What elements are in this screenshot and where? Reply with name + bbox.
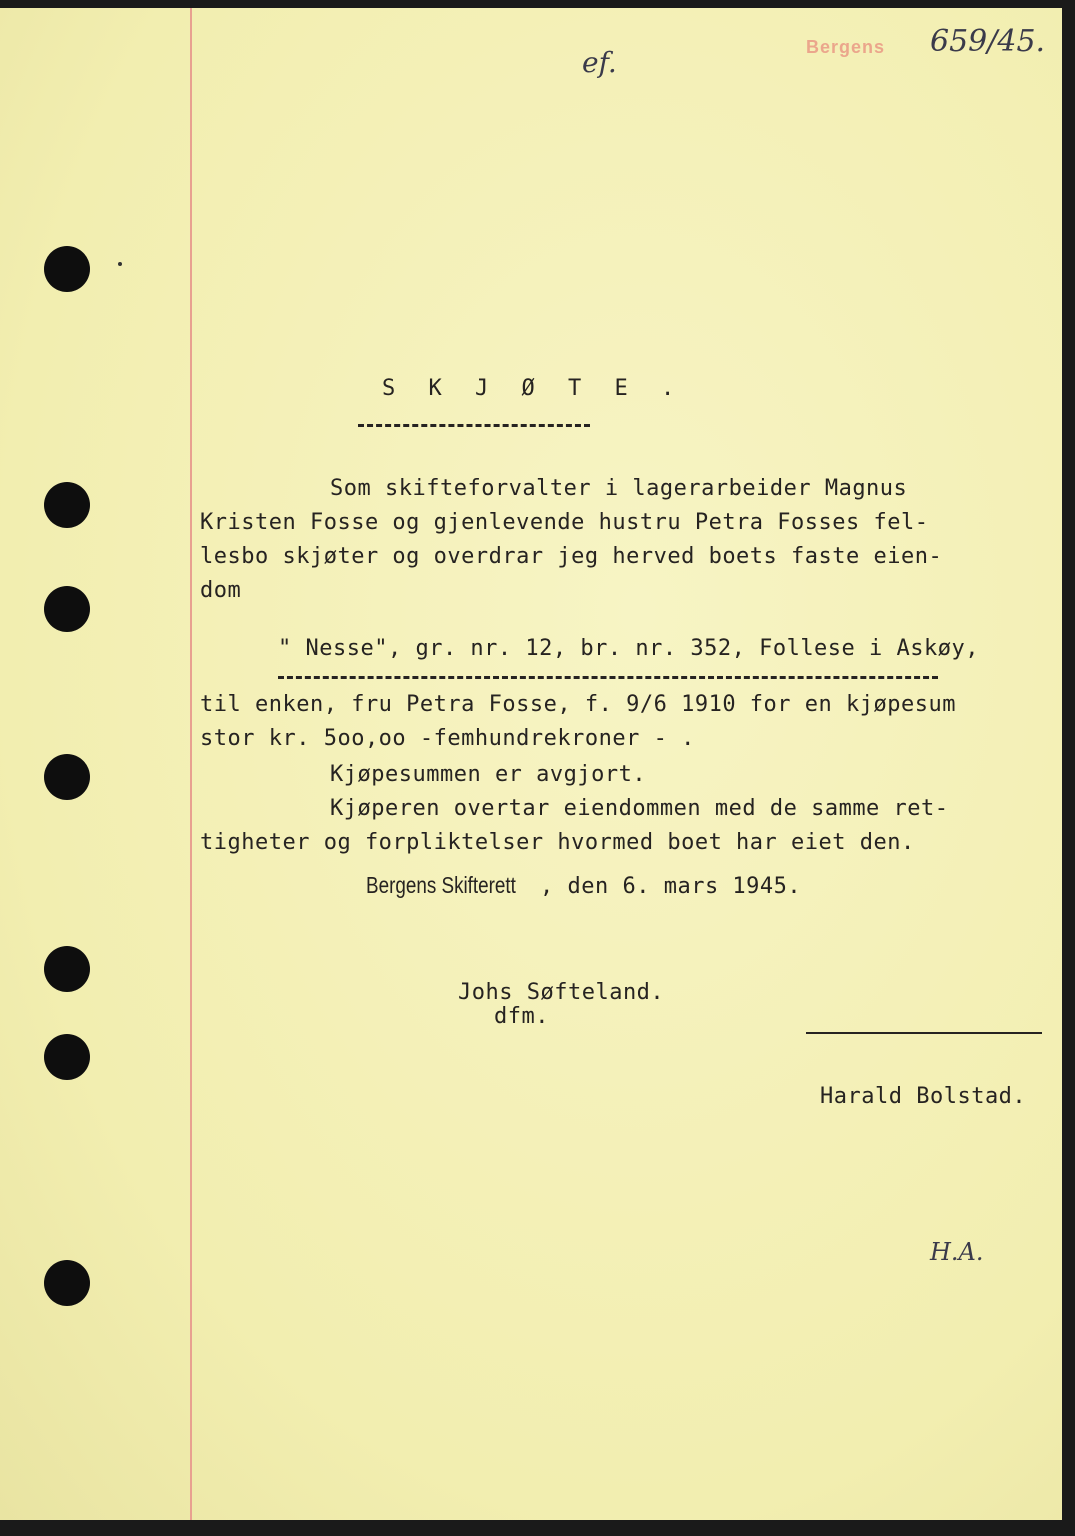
buyer-line: til enken, fru Petra Fosse, f. 9/6 1910 for en kjøpesum — [200, 692, 956, 717]
ink-speck — [118, 262, 122, 266]
case-number: 659/45. — [930, 24, 1046, 59]
signer-name: Johs Søfteland. — [458, 980, 665, 1005]
punch-hole — [44, 482, 90, 528]
handwritten-initials: H.A. — [930, 1238, 984, 1266]
witness-name: Harald Bolstad. — [820, 1084, 1027, 1109]
margin-line — [190, 8, 192, 1520]
handwritten-initial: ef. — [582, 46, 617, 79]
payment-line: Kjøpesummen er avgjort. — [330, 762, 647, 787]
property-underline — [278, 676, 938, 679]
archive-stamp: Bergens — [806, 37, 886, 57]
transfer-line: tigheter og forpliktelser hvormed boet har eiet den. — [200, 830, 915, 855]
date-line: , den 6. mars 1945. — [540, 874, 802, 899]
transfer-line: Kjøperen overtar eiendommen med de samme ret- — [330, 796, 949, 821]
paragraph-line: Som skifteforvalter i lagerarbeider Magnus — [330, 476, 908, 501]
document-title: S K J Ø T E . — [382, 376, 685, 401]
signature-line — [806, 1032, 1042, 1034]
paragraph-line: Kristen Fosse og gjenlevende hustru Petra Fosses fel- — [200, 510, 929, 535]
buyer-line: stor kr. 5oo,oo -femhundrekroner - . — [200, 726, 695, 751]
property-description: " Nesse", gr. nr. 12, br. nr. 352, Follese i Askøy, — [278, 636, 980, 661]
punch-hole — [44, 1260, 90, 1306]
punch-hole — [44, 586, 90, 632]
court-stamp: Bergens Skifterett — [366, 872, 516, 898]
signer-title: dfm. — [494, 1004, 549, 1029]
title-underline — [358, 424, 590, 427]
paragraph-line: lesbo skjøter og overdrar jeg herved boets faste eien- — [200, 544, 943, 569]
punch-hole — [44, 946, 90, 992]
punch-hole — [44, 754, 90, 800]
punch-hole — [44, 246, 90, 292]
punch-hole — [44, 1034, 90, 1080]
document-page — [0, 8, 1062, 1520]
paragraph-line: dom — [200, 578, 242, 603]
